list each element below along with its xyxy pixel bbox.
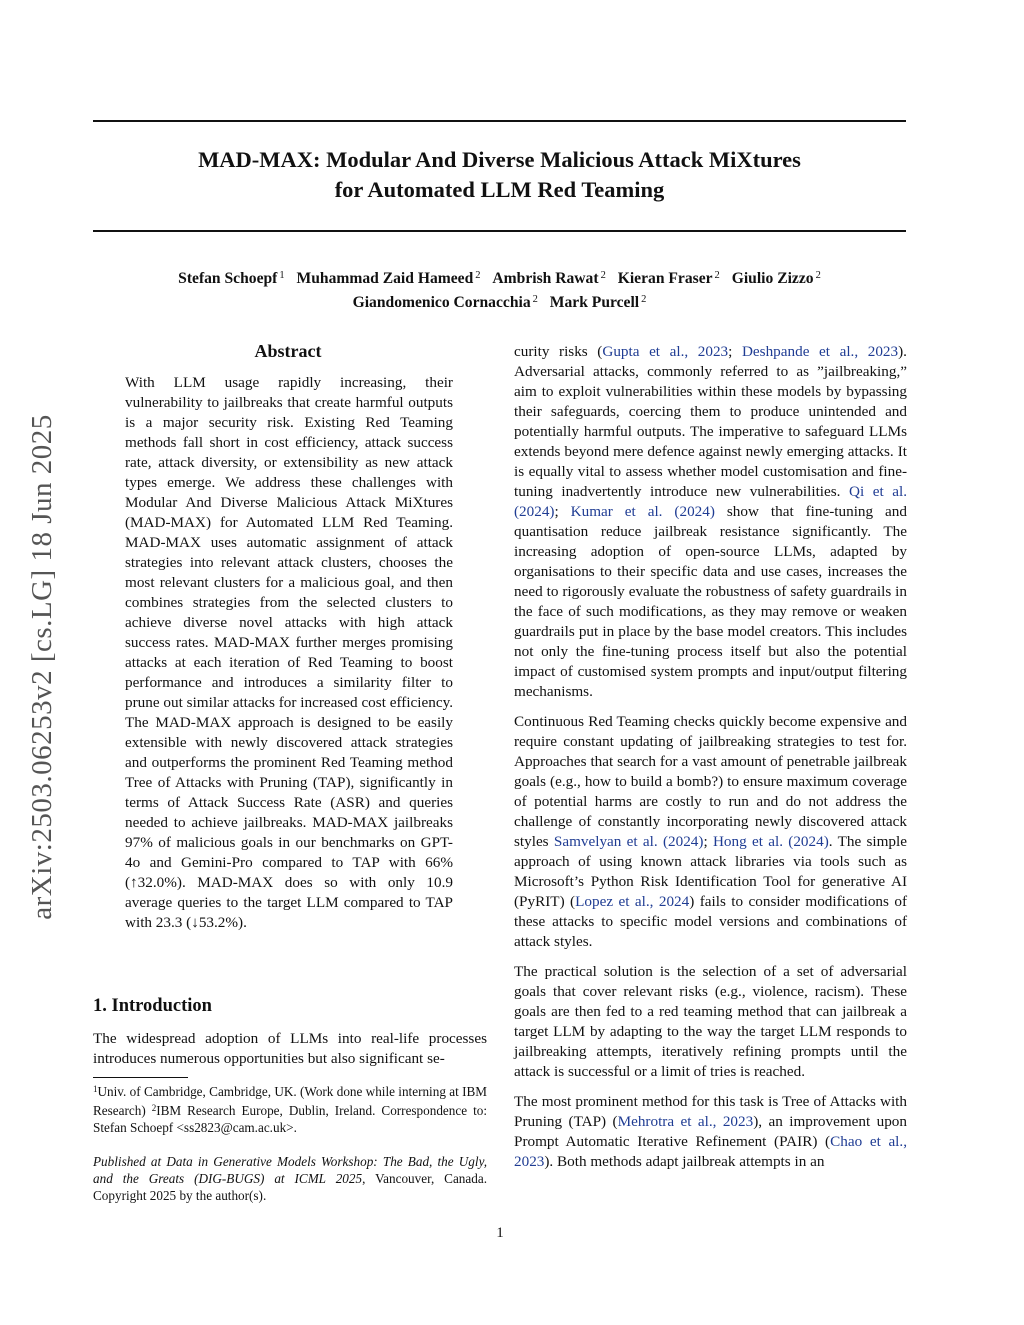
footnote-divider: [93, 1077, 188, 1078]
citation-link[interactable]: Hong et al. (2024): [712, 833, 829, 850]
author: Giandomenico Cornacchia $^2$: [352, 294, 538, 311]
author: Giulio Zizzo $^2$: [731, 270, 821, 287]
author: Stefan Schoepf $^1$: [178, 270, 285, 287]
introduction-right-column: [514, 342, 907, 1172]
footnotes: [93, 1081, 487, 1204]
citation-link[interactable]: Lopez et al., 2024: [575, 893, 690, 910]
citation-link[interactable]: Kumar et al. (2024): [570, 503, 715, 520]
title-line-2: for Automated LLM Red Teaming: [334, 177, 665, 202]
introduction-left-column: [93, 1029, 487, 1069]
abstract-text: With LLM usage rapidly increasing, their vulnerability to jailbreaks that create harmful outputs is a major security risk. Existing Red Teaming methods fall short in cost efficiency, attack success rate, attack diversity, or extensibility as new attack types emerge. We address these challenges with Modular And Diverse Malicious Attack MiXtures (MAD-MAX) for Automated LLM Red Teaming. MAD-MAX uses automatic assignment of attack strategies into relevant attack clusters, chooses the most relevant clusters for a malicious goal, and then combines strategies from the selected clusters to achieve diverse novel attacks with high attack success rates. MAD-MAX further merges promising attacks at each iteration of Red Teaming to boost performance and introduces a similarity filter to prune out similar attacks for increased cost efficiency. The MAD-MAX approach is designed to be easily extensible with newly discovered attack strategies and outperforms the prominent Red Teaming method Tree of Attacks with Pruning (TAP), significantly in terms of Attack Success Rate (ASR) and queries needed to achieve jailbreaks. MAD-MAX jailbreaks 97% of malicious goals in our benchmarks on GPT-4o and Gemini-Pro compared to TAP with 66% (↑32.0%). MAD-MAX does so with only 10.9 average queries to the target LLM compared to TAP with 23.3 (↓53.2%).: [125, 374, 453, 931]
intro-paragraph-3: The practical solution is the selection of a set of adversarial goals that cover relevant risks (e.g., violence, racism). These goals are then fed to a red teaming method that can jailbreak a target LLM by adapting to the way the target LLM responds to jailbreaking attempts, iteratively refining prompts until the attack is successful or a limit of tries is reached.: [514, 963, 907, 1080]
affiliation-footnote: $^1$Univ. of Cambridge, Cambridge, UK. (Work done while interning at IBM Research) $^2$IBM Research Europe, Dublin, Ireland. Correspondence to: Stefan Schoepf <ss2823@cam.ac.uk>.: [93, 1084, 487, 1136]
intro-paragraph-4: The most prominent method for this task is Tree of Attacks with Pruning (TAP) (Mehrotra et al., 2023), an improvement upon Prompt Automatic Iterative Refinement (PAIR) (Chao et al., 2023). Both methods adapt jailbreak attempts in an: [514, 1093, 907, 1170]
publication-note: Published at Data in Generative Models Workshop: The Bad, the Ugly, and the Greats (DIG-BUGS) at ICML 2025, Vancouver, Canada. Copyright 2025 by the author(s).: [93, 1153, 488, 1204]
citation-link[interactable]: Qi et al. (2024): [514, 483, 908, 520]
paper-title: [93, 145, 906, 205]
introduction-heading: 1. Introduction: [93, 996, 212, 1016]
arxiv-identifier[interactable]: arXiv:2503.06253v2 [cs.LG] 18 Jun 2025: [26, 414, 58, 920]
author-line-1: [93, 265, 906, 289]
abstract-body: [125, 373, 453, 933]
citation-link[interactable]: Deshpande et al., 2023: [741, 343, 899, 360]
author: Muhammad Zaid Hameed $^2$: [296, 270, 481, 287]
citation-link[interactable]: Chao et al., 2023: [514, 1133, 907, 1170]
citation-link[interactable]: Gupta et al., 2023: [602, 343, 729, 360]
title-top-rule: [93, 120, 906, 122]
abstract-heading: Abstract: [254, 341, 322, 361]
intro-paragraph-1: curity risks (Gupta et al., 2023; Deshpande et al., 2023). Adversarial attacks, commonly referred to as ”jailbreaking,” aim to exploit vulnerabilities within these models by bypassing their safeguards, coercing them to produce unintended and potentially harmful outputs. The imperative to safeguard LLMs extends beyond mere defence against newly emerging attacks. It is equally vital to assess whether model customisation and fine-tuning inadvertently introduce new vulnerabilities. Qi et al. (2024); Kumar et al. (2024) show that fine-tuning and quantisation reduce jailbreak resistance significantly. The increasing adoption of open-source LLMs, adapted by organisations to their specific data and use cases, increases the need to rigorously evaluate the robustness of safety guardrails in the face of such modifications, as they may remove or weaken guardrails put in place by the base model creators. This includes not only the fine-tuning process itself but also the potential impact of customised system prompts and input/output filtering mechanisms.: [514, 343, 908, 700]
citation-link[interactable]: Samvelyan et al. (2024): [553, 833, 704, 850]
intro-paragraph-2: Continuous Red Teaming checks quickly become expensive and require constant updating of jailbreaking strategies to test for. Approaches that search for a vast amount of penetrable jailbreak goals (e.g., how to build a bomb?) to ensure maximum coverage of potential harms are costly to run and do not address the challenge of constantly incorporating newly discovered attack styles Samvelyan et al. (2024); Hong et al. (2024). The simple approach of using known attack libraries via tools such as Microsoft’s Python Risk Identification Tool for generative AI (PyRIT) (Lopez et al., 2024) fails to consider modifications of these attacks to specific model versions and combinations of attack styles.: [514, 713, 907, 950]
introduction-opening-text: The widespread adoption of LLMs into real-life processes introduces numerous opportunities but also significant se-: [93, 1030, 487, 1067]
title-bottom-rule: [93, 230, 906, 232]
author: Mark Purcell $^2$: [549, 294, 647, 311]
author: Kieran Fraser $^2$: [617, 270, 720, 287]
author-list: [93, 265, 906, 313]
citation-link[interactable]: Mehrotra et al., 2023: [617, 1113, 754, 1130]
title-line-1: MAD-MAX: Modular And Diverse Malicious Attack MiXtures: [198, 147, 801, 172]
page-number: 1: [496, 1225, 504, 1241]
author-line-2: [93, 289, 906, 313]
author: Ambrish Rawat $^2$: [492, 270, 606, 287]
